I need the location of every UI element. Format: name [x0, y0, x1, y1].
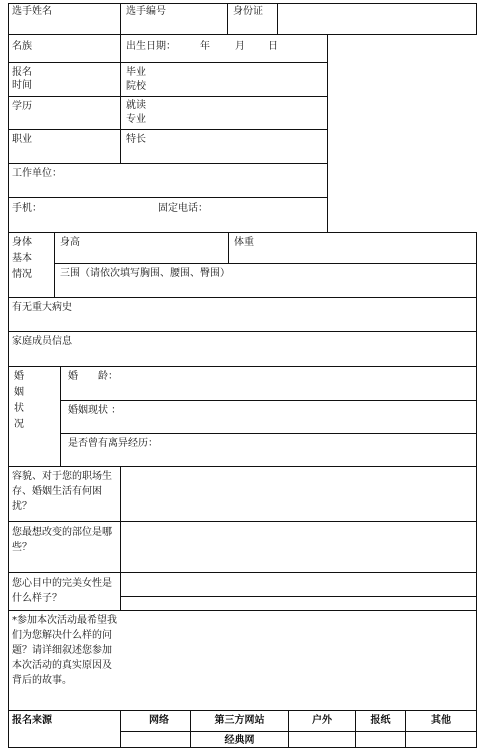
label-source: 报名来源 — [12, 715, 52, 726]
source-divider — [120, 710, 121, 748]
row-line — [60, 400, 477, 401]
label-major-1: 就读 — [126, 100, 146, 111]
label-medical-history: 有无重大病史 — [12, 302, 72, 313]
body-divider — [54, 232, 55, 297]
label-landline: 固定电话： — [158, 203, 208, 214]
answer-change-part-field[interactable] — [123, 524, 474, 570]
question-purpose: *参加本次活动最希望我们为您解决什么样的问题？请详细叙述您参加本次活动的真实原因及背后的故事。 — [12, 615, 117, 686]
photo-area-edge — [327, 34, 328, 232]
marital-divider — [60, 366, 61, 466]
label-work-unit: 工作单位： — [12, 168, 62, 179]
question-change-part: 您最想改变的部位是哪些？ — [12, 527, 112, 553]
label-stage-name: 名族 — [12, 41, 32, 52]
row-line — [8, 163, 328, 164]
answer-perfect-woman-field[interactable] — [123, 575, 474, 608]
question-divider — [120, 466, 121, 610]
row-line — [8, 129, 328, 130]
border-right — [476, 232, 477, 748]
source-option-other[interactable]: 其他 — [431, 715, 451, 726]
label-signup-time-2: 时间 — [12, 80, 32, 91]
col-2-divider — [227, 3, 228, 34]
label-body-basic-2: 基本 — [12, 253, 32, 264]
row-line — [8, 197, 328, 198]
label-marital-status: 婚姻现状 ： — [68, 405, 122, 416]
col-3-divider — [277, 3, 278, 34]
label-marital-1: 婚 — [14, 371, 24, 382]
label-weight: 体重 — [234, 237, 254, 248]
label-major-2: 专业 — [126, 114, 146, 125]
row-line — [120, 731, 477, 732]
border-bottom — [8, 747, 477, 748]
row-line — [60, 433, 477, 434]
source-site-name: 经典网 — [224, 735, 255, 746]
contestant-number-field[interactable] — [123, 18, 223, 32]
label-signup-time-1: 报名 — [12, 67, 32, 78]
label-occupation: 职业 — [12, 134, 32, 145]
label-family-info: 家庭成员信息 — [12, 336, 72, 347]
label-year: 年 — [200, 41, 210, 52]
label-id-card: 身份证 — [233, 6, 263, 17]
label-graduate-1: 毕业 — [126, 67, 146, 78]
question-perfect-woman: 您心目中的完美女性是什么样子？ — [12, 578, 112, 604]
row-line — [8, 366, 477, 367]
row-line — [8, 710, 477, 711]
label-marriage-age: 婚 龄： — [68, 371, 118, 382]
label-birth-date: 出生日期： — [126, 41, 176, 52]
row-line — [54, 263, 477, 264]
border-left — [8, 3, 9, 748]
row-line — [8, 34, 477, 35]
row-line — [8, 466, 477, 467]
source-option-outdoor[interactable]: 户外 — [312, 715, 332, 726]
label-marital-4: 况 — [14, 419, 24, 430]
label-body-basic-3: 情况 — [12, 269, 32, 280]
label-contestant-name: 选手姓名 — [12, 6, 52, 17]
row-line — [8, 297, 477, 298]
label-education: 学历 — [12, 101, 32, 112]
label-contestant-number: 选手编号 — [126, 6, 166, 17]
question-confusion: 容貌、对于您的职场生存、婚姻生活有何困扰？ — [12, 471, 112, 512]
label-body-basic-1: 身体 — [12, 237, 32, 248]
row-line — [8, 521, 477, 522]
height-weight-divider — [228, 232, 229, 263]
label-measurements: 三围（请依次填写胸围、腰围、臀围） — [60, 268, 230, 279]
label-month: 月 — [235, 41, 245, 52]
row-line — [8, 232, 477, 233]
source-option-newspaper[interactable]: 报纸 — [370, 715, 391, 726]
label-marital-2: 姻 — [14, 387, 24, 398]
border-top — [8, 3, 477, 4]
row-line — [8, 610, 477, 611]
label-specialty: 特长 — [126, 134, 146, 145]
col-1-divider — [120, 3, 121, 163]
label-height: 身高 — [60, 237, 80, 248]
row-line — [8, 62, 328, 63]
source-option-network[interactable]: 网络 — [149, 715, 169, 726]
label-marital-3: 状 — [14, 403, 24, 414]
row-line — [8, 331, 477, 332]
photo-area — [330, 37, 474, 230]
label-day: 日 — [268, 41, 278, 52]
label-graduate-2: 院校 — [126, 81, 146, 92]
source-option-third-party[interactable]: 第三方网站 — [214, 715, 265, 726]
answer-purpose-field[interactable] — [123, 613, 474, 708]
border-right-top — [476, 3, 477, 34]
label-mobile: 手机： — [12, 203, 42, 214]
id-card-field[interactable] — [280, 5, 474, 32]
row-line — [8, 96, 328, 97]
label-divorce-history: 是否曾有离异经历： — [68, 438, 158, 449]
row-line — [8, 572, 477, 573]
answer-confusion-field[interactable] — [123, 469, 474, 519]
